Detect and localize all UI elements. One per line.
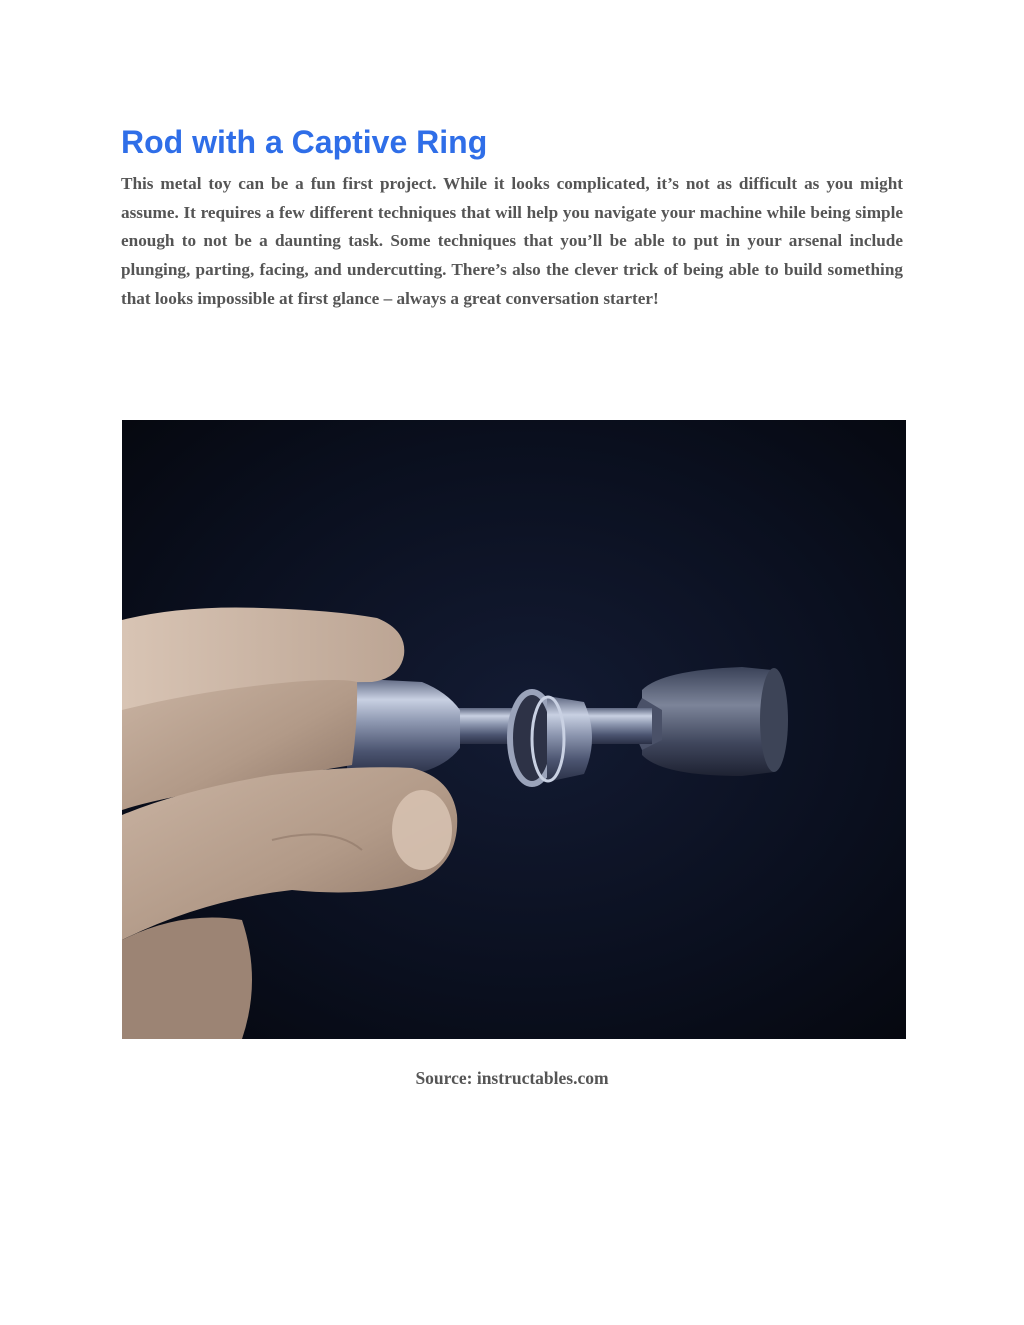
article-body-paragraph: This metal toy can be a fun first project. While it looks complicated, it’s not as difficult as you might assume. It requires a few different techniques that will help you navigate your machine while being simple enough to not be a daunting task. Some techniques that you’ll be able to put in your arsenal include plunging, parting, facing, and undercutting. There’s also the clever trick of being able to build something that looks impossible at first glance – always a great conversation starter!: [121, 174, 903, 308]
article-title: Rod with a Captive Ring: [121, 124, 488, 160]
captive-ring-photo: [122, 420, 906, 1039]
image-source-caption: Source: instructables.com: [415, 1068, 609, 1088]
